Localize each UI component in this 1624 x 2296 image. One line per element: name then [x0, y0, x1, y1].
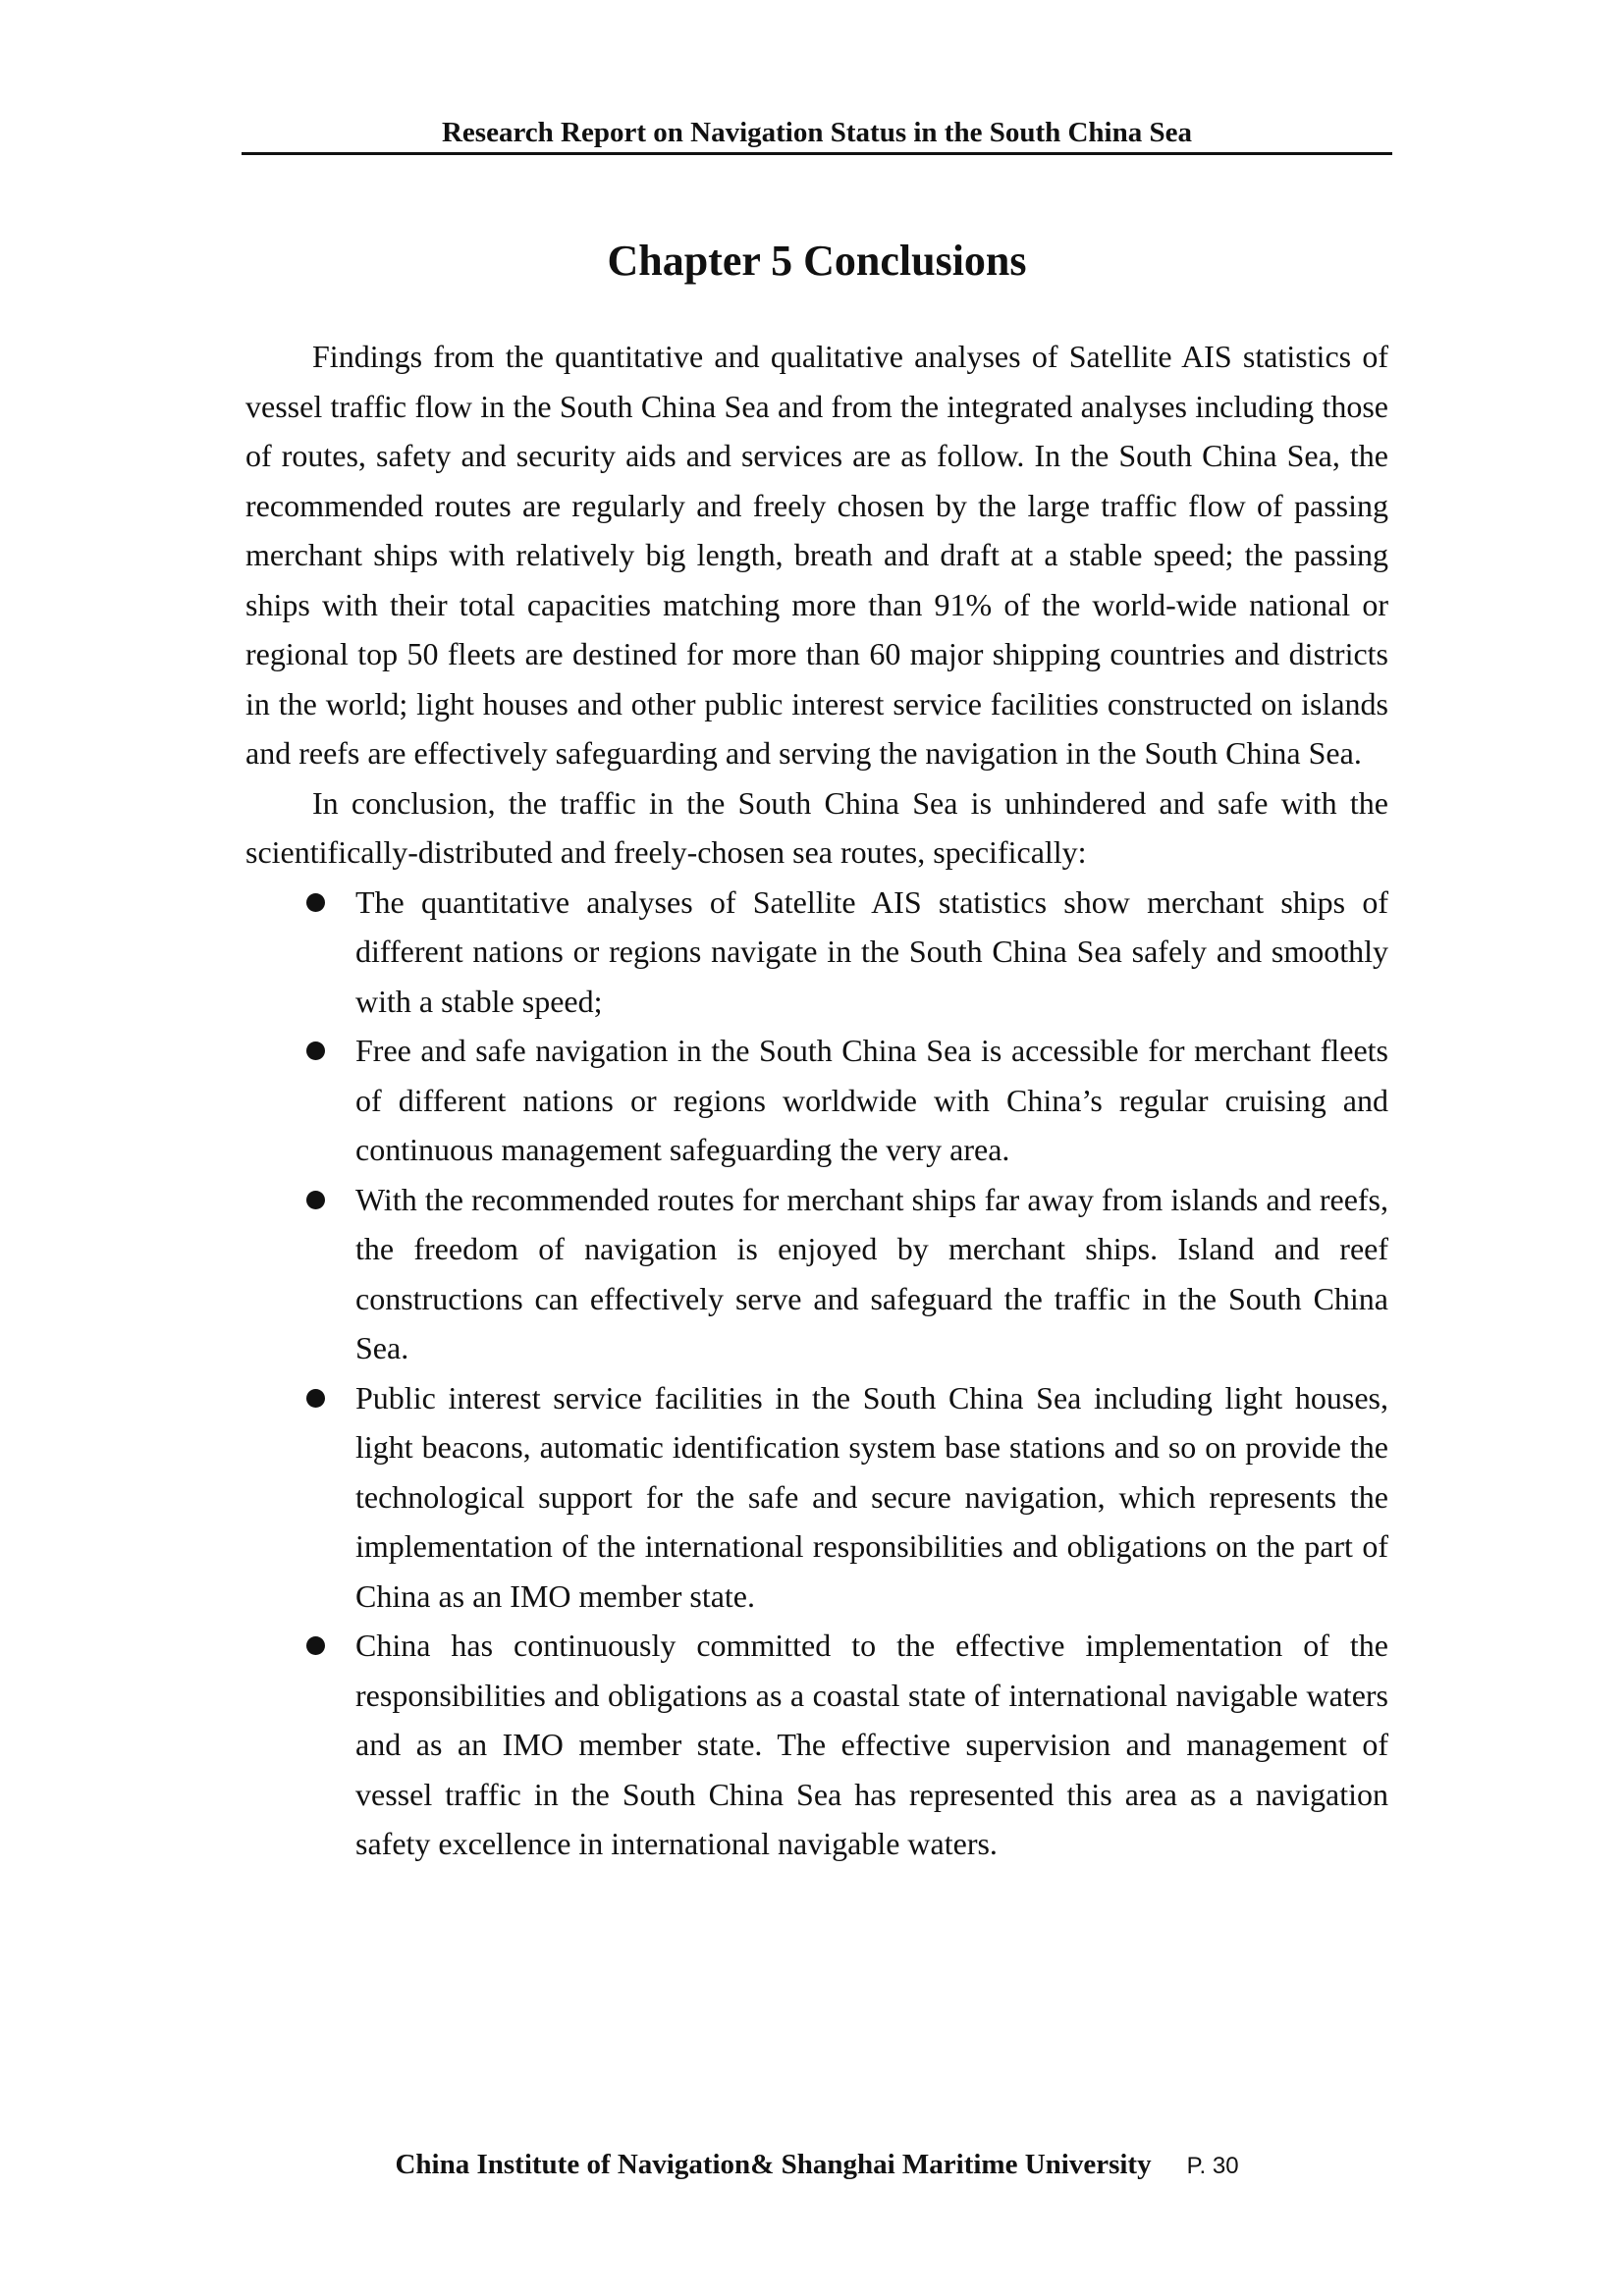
bullet-dot-icon	[306, 893, 325, 912]
chapter-title: Chapter 5 Conclusions	[607, 237, 1027, 285]
bullet-dot-icon	[306, 1389, 325, 1408]
bullet-text: Free and safe navigation in the South China Sea is accessible for merchant fleets of different nations or regions worldwide with China’s regular cruising and continuous management safeguarding the very area.	[355, 1033, 1388, 1167]
bullet-dot-icon	[306, 1191, 325, 1209]
bullet-dot-icon	[306, 1636, 325, 1655]
findings-paragraph: Findings from the quantitative and qualitative analyses of Satellite AIS statistics of vessel traffic flow in the South China Sea and from the integrated analyses including those of routes, safety and security aids and services are as follow. In the South China Sea, the recommended routes are regularly and freely chosen by the large traffic flow of passing merchant ships with relatively big length, breath and draft at a stable speed; the passing ships with their total capacities matching more than 91% of the world-wide national or regional top 50 fleets are destined for more than 60 major shipping countries and districts in the world; light houses and other public interest service facilities constructed on islands and reefs are effectively safeguarding and serving the navigation in the South China Sea.	[245, 339, 1388, 771]
bullet-item-3	[245, 1175, 1388, 1373]
bullet-item-2	[245, 1026, 1388, 1175]
bullet-item-4	[245, 1373, 1388, 1622]
page-footer	[242, 2146, 1392, 2185]
header-rule	[242, 152, 1392, 155]
footer-organization: China Institute of Navigation& Shanghai Maritime University	[395, 2149, 1152, 2180]
bullet-item-1	[245, 878, 1388, 1027]
bullet-item-5	[245, 1621, 1388, 1869]
bullet-text: Public interest service facilities in the South China Sea including light houses, light beacons, automatic identification system base stations and so on provide the technological support for the safe and secure navigation, which represents the implementation of the international responsibilities and obligations on the part of China as an IMO member state.	[355, 1379, 1388, 1614]
running-header: Research Report on Navigation Status in the South China Sea	[441, 117, 1192, 148]
bullet-text: The quantitative analyses of Satellite AIS statistics show merchant ships of different nations or regions navigate in the South China Sea safely and smoothly with a stable speed;	[355, 883, 1388, 1019]
bullet-text: With the recommended routes for merchant ships far away from islands and reefs, the freedom of navigation is enjoyed by merchant ships. Island and reef constructions can effectively serve and safeguard the traffic in the South China Sea.	[355, 1181, 1388, 1365]
bullet-text: China has continuously committed to the effective implementation of the responsibilities and obligations as a coastal state of international navigable waters and as an IMO member state. The effective supervision and management of vessel traffic in the South China Sea has represented this area as a navigation safety excellence in international navigable waters.	[355, 1628, 1388, 1861]
bullet-dot-icon	[306, 1041, 325, 1060]
conclusion-intro-paragraph: In conclusion, the traffic in the South China Sea is unhindered and safe with the scientifically-distributed and freely-chosen sea routes, specifically:	[245, 784, 1388, 870]
page-number: P. 30	[1186, 2153, 1239, 2179]
conclusion-bullet-list	[245, 878, 1388, 1869]
chapter-body	[245, 332, 1388, 1869]
